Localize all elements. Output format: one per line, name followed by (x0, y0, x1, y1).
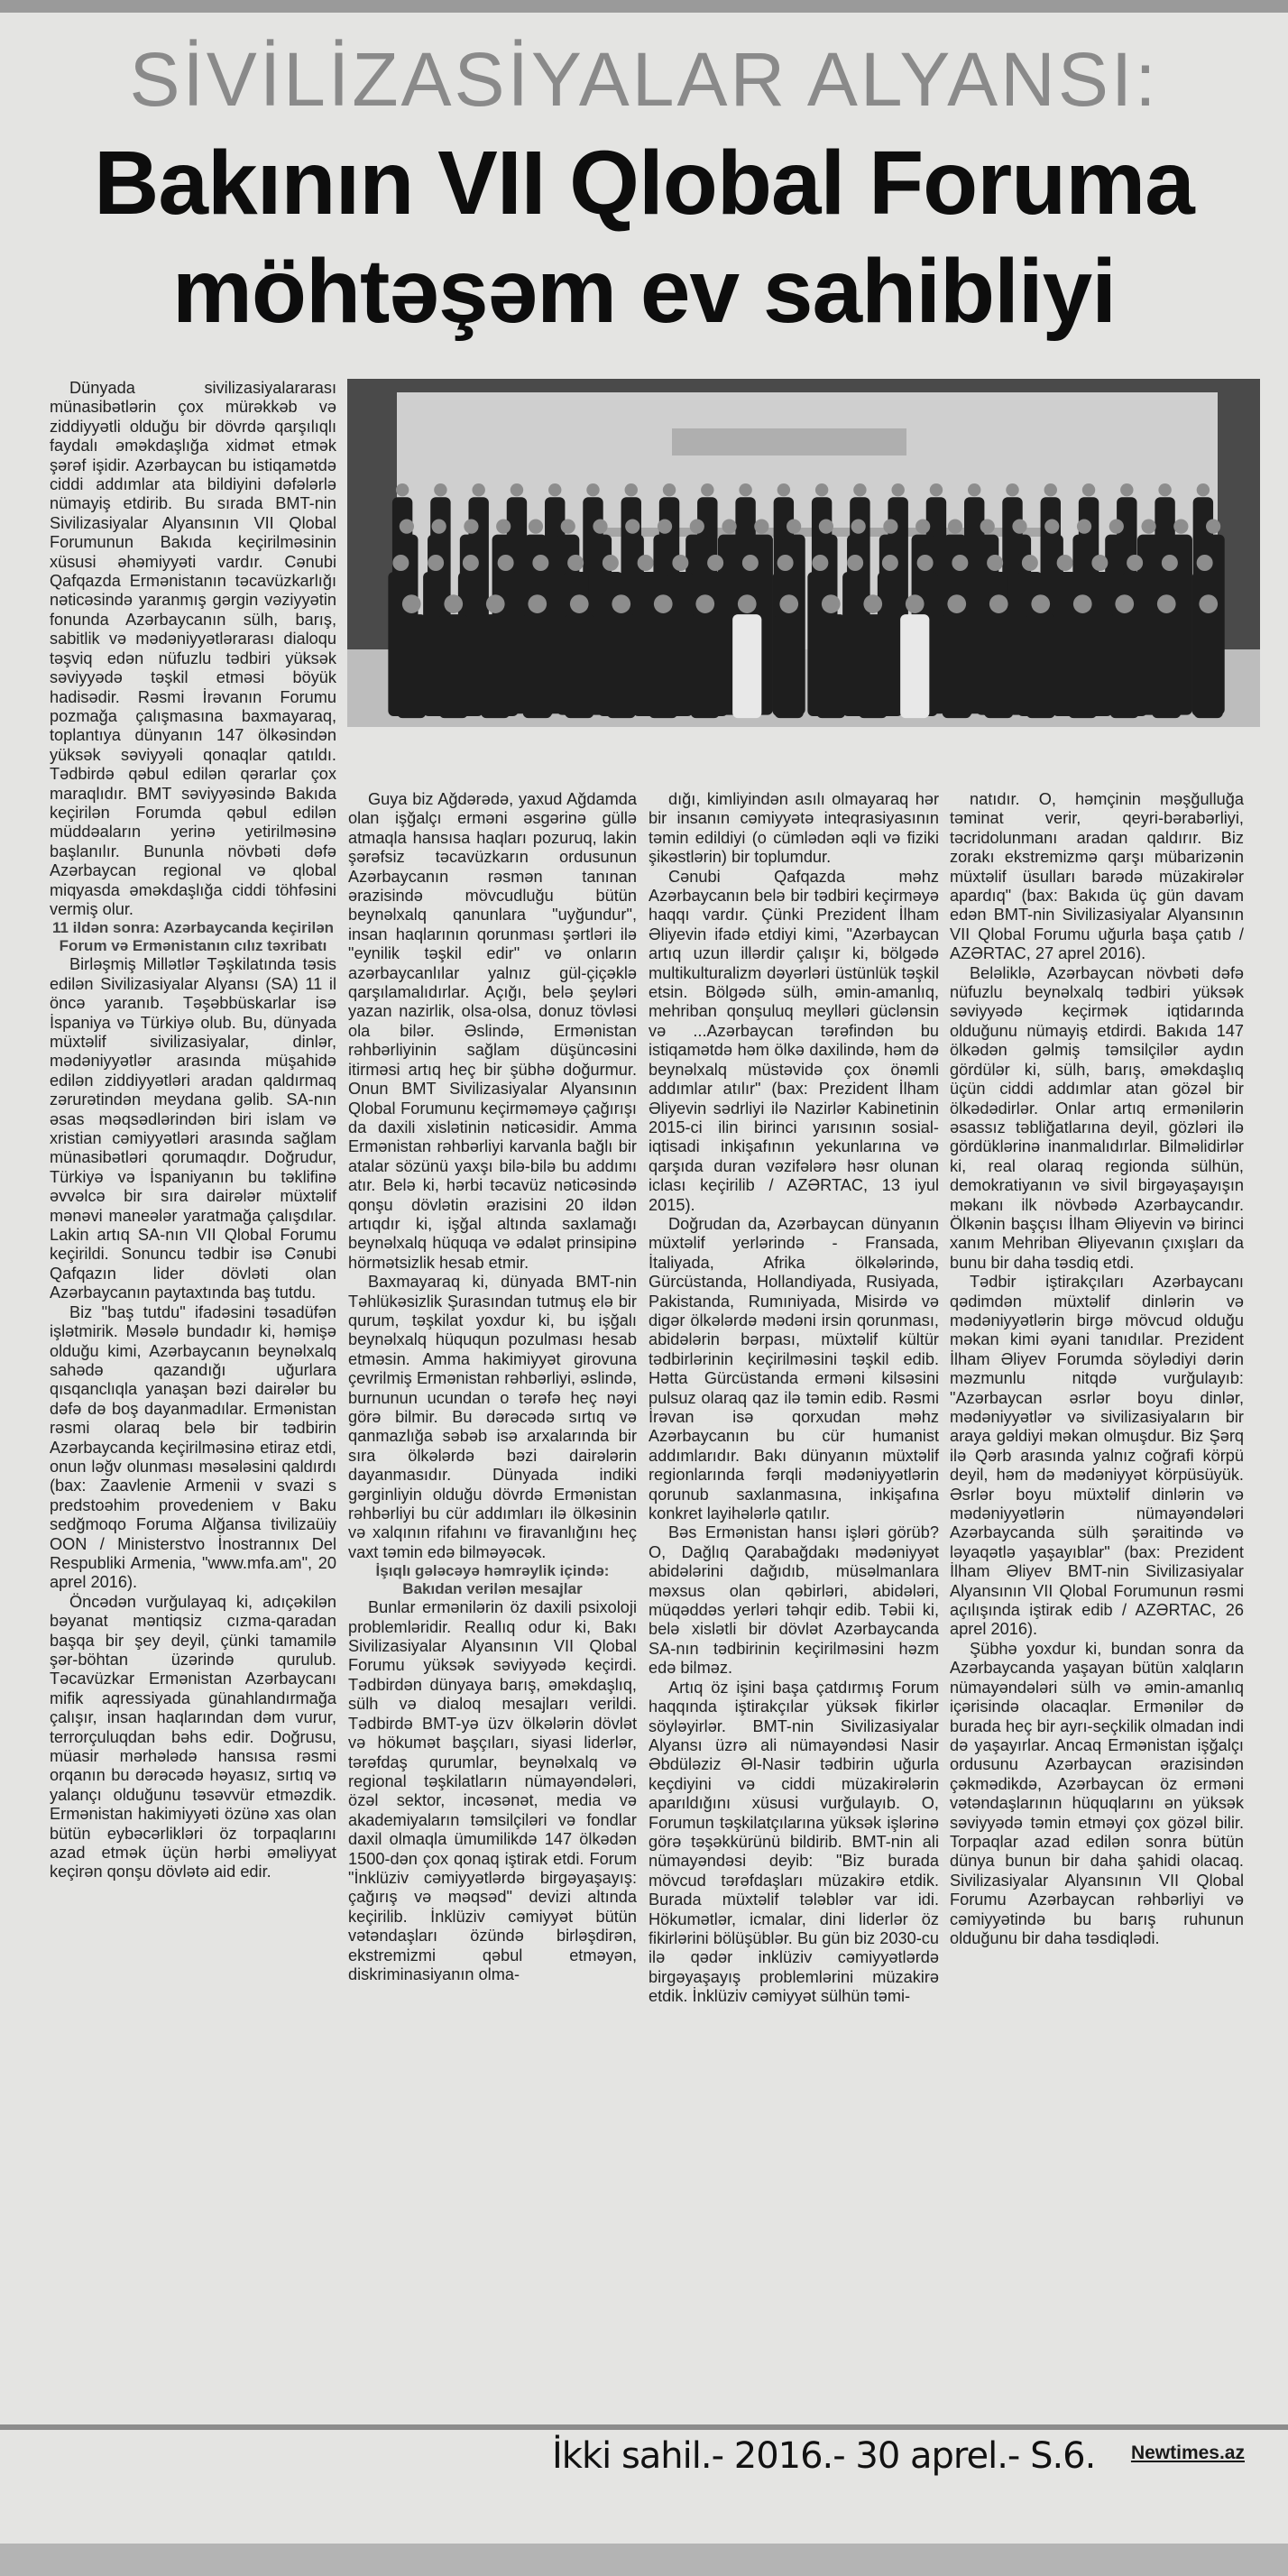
photo-person-head (396, 483, 409, 496)
photo-person-head (952, 555, 968, 571)
photo-person-head (930, 483, 943, 496)
photo-person (1026, 614, 1055, 718)
photo-person-head (1031, 594, 1050, 613)
photo-person-head (1022, 555, 1038, 571)
article-paragraph: Tədbir iştirakçıları Azərbaycanı qədimdən müxtəlif dinlərin və mədəniyyətlərin birgə mövcud olduğu məkan kimi əyani tanıdılar. Prezident İlham Əliyev Forumda söylədiyi dərin məzmunlu nitqdə vurğulayıb: "Azərbaycan əsrlər boyu dinlər, mədəniyyətlər və sivilizasiyaların bir araya gəldiyi məkan olmuşdur. Biz Şərq ilə Qərb arasında yalnız coğrafi körpü deyil, həm də mədəniyyət körpüsüyük. Əsrlər boyu müxtəlif dinlərin və mədəniyyətlərin nümayəndələri Azərbaycanda sülh şəraitində və ləyaqətlə yaşayıblar" (bax: Prezident İlham Əliyev BMT-nin Sivilizasiyalar Alyansının VII Qlobal Forumunun rəsmi açılışında iştirak edib / AZƏRTAC, 26 aprel 2016). (950, 1273, 1244, 1639)
photo-person-head (779, 594, 798, 613)
photo-person-head (1109, 520, 1124, 534)
photo-person-head (787, 520, 801, 534)
article-column-1 (50, 379, 336, 1882)
photo-person-head (1044, 483, 1057, 496)
photo-person-head (658, 520, 672, 534)
photo-person-head (496, 520, 511, 534)
photo-person-head (1157, 594, 1176, 613)
photo-person-head (625, 483, 638, 496)
photo-person-head (612, 594, 630, 613)
article-paragraph: Şübhə yoxdur ki, bundan sonra da Azərbaycanda yaşayan bütün xalqların nümayəndələri sülh və əmin-amanlıq içərisində olacaqlar. Ermənilər də burada heç bir ayrı-seçkilik olmadan indi də yaşayırlar. Ancaq Ermənistan işğalçı ordusunu Azərbaycan ərazisindən çəkmədikdə, Azərbaycan öz erməni vətəndaşlarının hüquqlarını ən yüksək səviyyədə təmin etməyi çox gözəl bilir. Torpaqlar azad edilən sonra bütün dünya bunun bir daha şahidi olacaq. Sivilizasiyalar Alyansının VII Qlobal Forumu Azərbaycan rəhbərliyi və cəmiyyətində bu barış ruhunun olduğunu bir daha təsdiqlədi. (950, 1639, 1244, 1947)
photo-person-head (1199, 594, 1218, 613)
photo-person-head (1120, 483, 1133, 496)
photo-person-head (1127, 555, 1143, 571)
photo-person-head (906, 594, 925, 613)
photo-person-head (742, 555, 759, 571)
photo-person-head (1141, 520, 1155, 534)
article-column-2 (348, 790, 637, 1984)
photo-person-head (777, 555, 794, 571)
photo-person-head (1082, 483, 1095, 496)
photo-person-head (1197, 555, 1213, 571)
article-paragraph: Bunlar ermənilərin öz daxili psixoloji problemləridir. Reallıq odur ki, Bakı Sivilizasiyalar Alyansının VII Qlobal Forumu yüksək səviyyədə keçirdi. Tədbirdən dünyaya barış, əməkdaşlıq, sülh və dialoq mesajları verildi. Tədbirdə BMT-yə üzv ölkələrin dövlət və hökumət başçıları, siyasi liderlər, tərəfdaş qurumlar, beynəlxalq və regional təşkilatların nümayəndələri, özəl sektor, incəsənət, media və akademiyaların təmsilçiləri və fondlar daxil olmaqla ümumilikdə 147 ölkədən 1500-dən çox qonaq iştirak etdi. Forum "İnklüziv cəmiyyətlərdə birgəyaşayış: çağırış və məqsəd" devizi altında keçirilib. İnklüziv cəmiyyət bütün vətəndaşları özündə birləşdirən, ekstremizmi qəbul etməyən, diskriminasiyanın olma- (348, 1598, 637, 1983)
photo-person-head (532, 555, 548, 571)
photo-person-head (987, 555, 1003, 571)
photo-person-head (989, 594, 1008, 613)
photo-person-head (819, 520, 833, 534)
photo-person-head (1162, 555, 1178, 571)
photo-person-head (1173, 520, 1188, 534)
photo-person-head (498, 555, 514, 571)
photo-person-head (738, 594, 757, 613)
section-subheading: 11 ildən sonra: Azərbaycanda keçirilən Forum və Ermənistanın cılız təxribatı (51, 919, 335, 955)
photo-person-head (722, 520, 736, 534)
photo-person-head (603, 555, 619, 571)
photo-person-head (695, 594, 714, 613)
photo-person-head (402, 594, 421, 613)
photo-person-head (980, 520, 995, 534)
photo-person (1110, 614, 1139, 718)
article-paragraph: Bəs Ermənistan hansı işləri görüb? O, Dağlıq Qarabağdakı mədəniyyət abidələrini dağıdıb, müsəlmanlara məxsus olan qəbirləri, abidələri, müqəddəs yerləri təhqir edib. Təbii ki, belə xislətli bir dövlət Azərbaycanda SA-nın tədbirinin keçirilməsini həzm edə bilməz. (649, 1523, 939, 1678)
photo-person-head (915, 520, 930, 534)
article-paragraph: natıdır. O, həmçinin məşğulluğa təminat verir, qeyri-bərabərliyi, təcridolunmanı aradan qaldırır. Biz zorakı ekstremizmə qarşı mübarizənin müxtəlif üsulları barədə müzakirələr apardıq" (bax: Bakıda üç gün davam edən BMT-nin Sivilizasiyalar Alyansının VII Qlobal Forumu uğurla başa çatıb / AZƏRTAC, 27 aprel 2016). (950, 790, 1244, 963)
photo-person-head (434, 483, 446, 496)
photo-person-head (1006, 483, 1018, 496)
photo-person-head (1012, 520, 1026, 534)
article-column-3 (649, 790, 939, 2007)
photo-person-head (1158, 483, 1171, 496)
photo-person-head (1206, 520, 1220, 534)
photo-person-head (663, 483, 676, 496)
photo-person-head (567, 555, 584, 571)
photo-person-head (707, 555, 723, 571)
photo-person-head (1044, 520, 1059, 534)
article-column-4 (950, 790, 1244, 1948)
photo-person-head (754, 520, 768, 534)
photo-person-head (822, 594, 841, 613)
photo-person (1068, 614, 1097, 718)
photo-person-head (432, 520, 446, 534)
article-paragraph: dığı, kimliyindən asılı olmayaraq hər bir insanın cəmiyyətə inteqrasiyasının təmin edildiyi (o cümlədən əqli və fiziki şikəstlərin) bir toplumdur. (649, 790, 939, 867)
photo-person-head (968, 483, 980, 496)
photo-person (1152, 614, 1181, 718)
article-paragraph: Dünyada sivilizasiyalararası münasibətlərin çox mürəkkəb və ziddiyyətli olduğu bir dövrdə qarşılıqlı faydalı əməkdaşlığa xidmət etmək şərəf işidir. Azərbaycan bu istiqamətdə ciddi addımlar ata bildiyini dəfələrlə nümayiş etdirib. Bu sırada BMT-nin Sivilizasiyalar Alyansının VII Qlobal Forumunun Bakıda keçirilməsinin xüsusi əhəmiyyəti vardır. Cənubi Qafqazda Ermənistanın təcavüzkarlığı nəticəsində yaranmış gərgin vəziyyətin fonunda Azərbaycanın sülh, barış, sabitlik və mədəniyyətlərarası dialoqu təşviq edən nüfuzlu tədbiri yüksək səviyyədə təşkil etməsi böyük hadisədir. Rəsmi İrəvanın Forumu pozmağa çalışmasına baxmayaraq, toplantıya dünyanın 147 ölkəsindən yüksək səviyyəli qonaqlar qatıldı. Tədbirdə qəbul edilən qərarlar çox maraqlıdır. BMT səviyyəsində Bakıda keçirilən Forumda qəbul edilən müddəaların yerinə yetirilməsinə başlanılır. Bununla növbəti dəfə Azərbaycan regional və qlobal miqyasda əməkdaşlığa ciddi töhfəsini vermiş olur. (50, 379, 336, 918)
photo-person-head (917, 555, 934, 571)
photo-person (1194, 614, 1223, 718)
photo-person-head (948, 520, 962, 534)
headline-line-1: Bakının VII Qlobal Foruma (94, 133, 1194, 234)
photo-person-head (400, 520, 414, 534)
photo-person-head (392, 555, 409, 571)
photo-person-head (1073, 594, 1092, 613)
photo-person-head (593, 520, 607, 534)
photo-person-head (690, 520, 704, 534)
photo-person-head (701, 483, 713, 496)
photo-person (523, 614, 552, 718)
photo-person-head (851, 520, 866, 534)
photo-person-head (654, 594, 673, 613)
photo-person-head (428, 555, 444, 571)
section-subheading: İşıqlı gələcəyə həmrəylik içində: Bakıdan verilən mesajlar (375, 1562, 610, 1598)
photo-person-head (561, 520, 575, 534)
photo-person (691, 614, 720, 718)
photo-person-head (1197, 483, 1210, 496)
headline-line-2: möhtəşəm ev sahibliyi (171, 241, 1117, 342)
bottom-scan-border (0, 2544, 1288, 2576)
photo-person-head (638, 555, 654, 571)
photo-person-head (486, 594, 505, 613)
photo-person-head (1077, 520, 1091, 534)
photo-person-head (586, 483, 599, 496)
photo-person-head (672, 555, 688, 571)
photo-person-head (777, 483, 790, 496)
article-paragraph: Guya biz Ağdərədə, yaxud Ağdamda olan işğalçı erməni əsgərinə güllə atmaqla hansısa haqları pozuruq, lakin şərəfsiz təcavüzkarın ordusunun Azərbaycanın rəsmən tanınan ərazisində mövcudluğu bütün beynəlxalq qanunlara "uyğundur", insan haqlarının qorunması şərtləri ilə "eynilik təşkil edir" və onların azərbaycanlılar yalnız gül-çiçəklə qarşılamalıdırlar. Açığı, belə şeyləri yazan nazirlik, olsa-olsa, donuz tövləsi ola bilər. Əslində, Ermənistan rəhbərliyinin sağlam düşüncəsini itirməsi artıq heç bir şübhə doğurmur. Onun BMT Sivilizasiyalar Alyansının Qlobal Forumunu keçirməməyə çağırışı da daxili xislətinin nəticəsidir. Amma Ermənistan rəhbərliyi karvanla bağlı bir atalar sözünü yaxşı bilə-bilə bu addımı atır. Belə ki, hərbi təcavüz nəticəsində qonşu dövlətin ərazisini 20 ildən artıqdır ki, işğal altında saxlamağı beynəlxalq hüquqa və ədalət prinsipinə hörmətsizlik hesab etmir. (348, 790, 637, 1272)
photo-person-head (883, 520, 897, 534)
photo-person (481, 614, 510, 718)
photo-person-head (511, 483, 523, 496)
photo-person-head (739, 483, 751, 496)
photo-person-head (548, 483, 561, 496)
photo-person-head (815, 483, 828, 496)
photo-person (397, 614, 426, 718)
footer-divider (0, 2424, 1288, 2430)
article-paragraph: Beləliklə, Azərbaycan növbəti dəfə nüfuzlu beynəlxalq tədbiri yüksək səviyyədə keçirmək iqtidarında olduğunu nümayiş etdirdi. Bakıda 147 ölkədən gəlmiş təmsilçilər aydın gördülər ki, sülh, barış, əməkdaşlıq üçün ciddi addımlar atan gözəl bir ölkədədirlər. Onlar artıq ermənilərin əsassız təbliğatlarına deyil, gözləri ilə gördüklərinə inanmalıdırlar. Bilməlidirlər ki, real olaraq regionda sülhün, demokratiyanın və sivil birgəyaşayışın məkanı ilk növbədə Azərbaycandır. Ölkənin başçısı İlham Əliyevin və birinci xanım Mehriban Əliyevanın çıxışları da bunu bir daha təsdiq etdi. (950, 963, 1244, 1272)
article-paragraph: Biz "baş tutdu" ifadəsini təsadüfən işlətmirik. Məsələ bundadır ki, həmişə olduğu kimi, Azərbaycanın beynəlxalq sahədə qazandığı uğurlara qısqanclıqla yanaşan bəzi dairələr bu dəfə də boş dayanmadılar. Ermənistan rəsmi olaraq belə bir tədbirin Azərbaycanda keçirilməsinə etiraz etdi, onun ləğv olunması məsələsini qaldırdı (bax: Zaavlenie Armenii v svazi s predstoəhim provedeniem v Baku sedğmoqo Foruma Alğansa tivilizaüiy OON / Ministerstvo İnostrannıx Del Respubliki Armenia, "www.mfa.am", 20 aprel 2016). (50, 1302, 336, 1592)
photo-person-head (1115, 594, 1134, 613)
photo-person-head (529, 520, 543, 534)
article-paragraph: Birləşmiş Millətlər Təşkilatında təsis edilən Sivilizasiyalar Alyansı (SA) 11 il öncə yaranıb. Təşəbbüskarlar isə İspaniya və Türkiyə olub. Bu, dünyada müxtəlif sivilizasiyalar, dinlər, mədəniyyətlər arasında müşahidə edilən ziddiyyətləri aradan qaldırmaq zərurətindən meydana gəlib. SA-nın əsas məqsədlərindən biri islam və xristian cəmiyyətləri arasında sağlam münasibətləri qorumaqdır. Doğrudur, Türkiyə və İspaniyanın bu təklifinə əvvəlcə bir sıra dairələr müxtəlif mənəvi maneələr yaratmağa çalışdılar. Lakin artıq SA-nın VII Qlobal Forumu keçirildi. Sonuncu tədbir isə Cənubi Qafqazın lider dövləti olan Azərbaycanın paytaxtında baş tutdu. (50, 955, 336, 1302)
photo-person-head (528, 594, 547, 613)
photo-person (565, 614, 593, 718)
photo-person-head (464, 520, 478, 534)
photo-person-head (1091, 555, 1108, 571)
photo-person-head (472, 483, 484, 496)
photo-person (732, 614, 761, 718)
photo-person (859, 614, 888, 718)
photo-person (649, 614, 677, 718)
kicker-title: SİVİLİZASİYALAR ALYANSI: (129, 37, 1159, 122)
photo-person-head (947, 594, 966, 613)
photo-person-head (444, 594, 463, 613)
photo-person (439, 614, 468, 718)
photo-person-head (570, 594, 589, 613)
photo-person-head (625, 520, 639, 534)
top-scan-border (0, 0, 1288, 13)
photo-person-head (847, 555, 863, 571)
photo-person-head (463, 555, 479, 571)
photo-person (775, 614, 804, 718)
article-paragraph: Doğrudan da, Azərbaycan dünyanın müxtəlif yerlərində - Fransada, İtaliyada, Afrika ölkələrində, Gürcüstanda, Hollandiyada, Rusiyada, Pakistanda, Rumıniyada, Misirdə və digər ölkələrdə mədəni irsin qorunması, abidələrin bərpası, müxtəlif kültür tədbirlərinin keçirilməsini təşkil edib. Hətta Gürcüstanda erməni kilsəsini pulsuz olaraq qaz ilə təmin edib. Rəsmi İrəvan isə qorxudan məhz Azərbaycanın bu cür humanist addımlarıdır. Bakı dünyanın müxtəlif regionlarında fərqli mədəniyyətlərin qorunub saxlanmasına, inkişafına konkret layihələrlə qatılır. (649, 1214, 939, 1523)
publication-citation: İkki sahil.- 2016.- 30 aprel.- S.6. (552, 2435, 1096, 2477)
forum-group-photo (347, 379, 1260, 727)
article-paragraph: Cənubi Qafqazda məhz Azərbaycanın belə bir tədbiri keçirməyə haqqı vardır. Çünki Prezident İlham Əliyevin ifadə etdiyi kimi, "Azərbaycan artıq uzun illərdir çalışır ki, bölgədə multikulturalizm dəyərləri üstünlük təşkil etsin. Bölgədə sülh, əmin-amanlıq, mehriban qonşuluq meylləri güclənsin və ...Azərbaycan tərəfindən bu istiqamətdə həm ölkə daxilində, həm də beynəlxalq müstəvidə çox önəmli addımlar atılır" (bax: Prezident İlham Əliyevin sədrliyi ilə Nazirlər Kabinetinin 2015-ci ilin birinci yarısının sosial-iqtisadi inkişafının yekunlarına və qarşıda duran vəzifələrə həsr olunan iclası keçirilib / AZƏRTAC, 13 iyul 2015). (649, 867, 939, 1214)
source-credit: Newtimes.az (1130, 2443, 1245, 2463)
photo-person (943, 614, 971, 718)
article-paragraph: Artıq öz işini başa çatdırmış Forum haqqında iştirakçılar yüksək fikirlər söyləyirlər. BMT-nin Sivilizasiyalar Alyansı üzrə ali nümayəndəsi Nasir Əbdüləziz Əl-Nasir tədbirin uğurla keçdiyini və ciddi müzakirələrin aparıldığını xüsusi vurğulayıb. O, Forumun təşkilatçılarına yüksək işlərinə görə təşəkkürünü bildirib. BMT-nin ali nümayəndəsi deyib: "Biz burada mövcud tərəfdaşları müzakirə etdik. Burada müxtəlif tələblər var idi. Hökumətlər, icmalar, dini liderlər öz fikirlərini bölüşüblər. Bu gün biz 2030-cu ilə qədər inklüziv cəmiyyətlərdə birgəyaşayış problemlərini müzakirə etdik. İnklüziv cəmiyyət sülhün təmi- (649, 1678, 939, 2006)
photo-person-head (882, 555, 898, 571)
photo-person (984, 614, 1013, 718)
photo-person (607, 614, 636, 718)
photo-person (900, 614, 929, 718)
photo-person-head (1057, 555, 1073, 571)
article-paragraph: Baxmayaraq ki, dünyada BMT-nin Təhlükəsizlik Şurasından tutmuş elə bir qurum, təşkilat yoxdur ki, bu işğalı beynəlxalq hüququn pozulması hesab etməsin. Amma hakimiyyət girovuna çevrilmiş Ermənistan rəhbərliyi, əslində, burnunun ucundan o tərəfə heç nəyi görə bilmir. Bu dərəcədə sırtıq və qanmazlığa səbəb isə arxalarında bir sıra ölkələrdə bəzi dairələrin dayanmasıdır. Dünyada indiki gərginliyin olduğu dövrdə Ermənistan rəhbərliyi bu cür addımları ilə ölkəsinin və xalqının rifahını və firavanlığını heç vaxt təmin edə bilməyəcək. (348, 1273, 637, 1561)
photo-person-head (853, 483, 866, 496)
article-paragraph: Öncədən vurğulayaq ki, adıçəkilən bəyanat məntiqsiz cızma-qaradan başqa bir şey deyil, çünki tamamilə şər-böhtan üzərində qurulub. Təcavüzkar Ermənistan Azərbaycanı mifik aqressiyada günahlandırmağa çalışır, insan haqlarından dəm vurur, terrorçuluqdan bəhs edir. Doğrusu, müasir mərhələdə hansısa rəsmi orqanın bu dərəcədə həyasız, sırtıq və yalançı olduğunu təsəvvür etməzdik. Ermənistan hakimiyyəti özünə xas olan bütün eybəcərlikləri öz torpaqlarını azad etmək üçün hərbi əməliyyat keçirən qonşu dövlətə aid edir. (50, 1592, 336, 1881)
photo-person-head (863, 594, 882, 613)
photo-person (816, 614, 845, 718)
photo-person-head (891, 483, 904, 496)
photo-person-head (812, 555, 828, 571)
